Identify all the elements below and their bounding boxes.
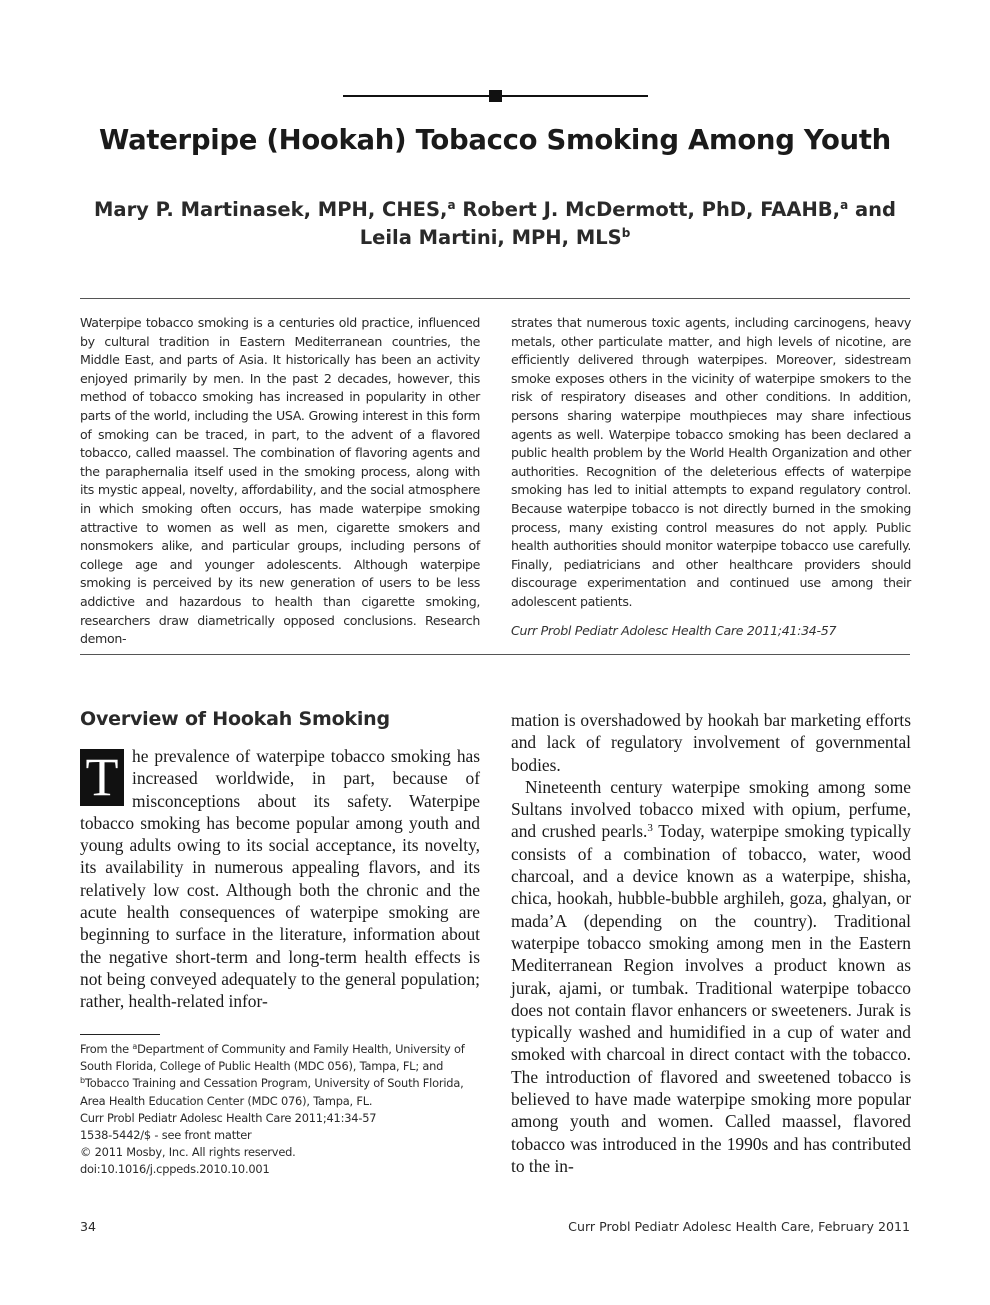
affiliation-prefix: From the xyxy=(80,1042,133,1056)
abstract-column-1: Waterpipe tobacco smoking is a centuries old practice, influenced by cultural tradition in Eastern Mediterranean countries, the Middle East, and parts of Asia. It historically has been an activity enjoyed primarily by men. In the past 2 decades, however, this method of tobacco smoking has increased in popularity in other parts of the world, including the USA. Growing interest in this form of smoking can be traced, in part, to the advent of a flavored tobacco, called maassel. The combination of flavoring agents and the paraphernalia itself used in the smoking process, along with its mystic appeal, novelty, affordability, and the social atmosphere in which smoking often occurs, has made waterpipe smoking attractive to women as well as men, cigarette smokers and nonsmokers alike, and particular groups, including persons of college age and younger adolescents. Although waterpipe smoking is perceived by its new generation of users to be less addictive and hazardous to health than cigarette smoking, researchers draw diametrically opposed conclusions. Research demon- xyxy=(80,315,480,647)
abstract-bottom-rule xyxy=(80,654,910,655)
author-2: Robert J. McDermott, PhD, FAAHB, xyxy=(462,198,841,221)
footnote-doi[interactable]: doi:10.1016/j.cppeds.2010.10.001 xyxy=(80,1162,270,1177)
body-paragraph-2-start: Nineteenth century waterpipe smoking among some Sultans involved tobacco mixed with opium, perfume, and crushed pearls. xyxy=(511,776,911,842)
footnote-citation: Curr Probl Pediatr Adolesc Health Care 2011;41:34-57 xyxy=(80,1110,377,1125)
author-2-affiliation: a xyxy=(840,198,849,212)
body-column-left xyxy=(80,745,480,1013)
abstract-top-rule xyxy=(80,298,910,299)
footnote-rule xyxy=(80,1034,160,1035)
article-title: Waterpipe (Hookah) Tobacco Smoking Among Youth xyxy=(99,124,891,156)
footnote-copyright: © 2011 Mosby, Inc. All rights reserved. xyxy=(80,1145,296,1160)
abstract-citation: Curr Probl Pediatr Adolesc Health Care 2011;41:34-57 xyxy=(511,623,837,638)
body-paragraph-1: he prevalence of waterpipe tobacco smoking has increased worldwide, in part, because of misconceptions about its safety. Waterpipe tobacco smoking has become popular among youth and young adults owing to its social acceptance, its novelty, its availability in numerous appealing flavors, and its relatively low cost. Although both the chronic and the acute health consequences of waterpipe smoking are beginning to surface in the literature, information about the negative short-term and long-term health effects is not being conveyed adequately to the general population; rather, health-related infor- xyxy=(80,746,480,1012)
author-connector: and xyxy=(855,198,896,221)
footnote-issn: 1538-5442/$ - see front matter xyxy=(80,1128,252,1143)
section-heading: Overview of Hookah Smoking xyxy=(80,708,390,730)
author-3-affiliation: b xyxy=(621,226,631,240)
author-1-affiliation: a xyxy=(447,198,456,212)
ornament-line-right xyxy=(502,95,648,97)
affiliation-b: Tobacco Training and Cessation Program, University of South Florida, Area Health Education Center (MDC 076), Tampa, FL. xyxy=(80,1076,464,1108)
footnote-block xyxy=(80,1041,480,1179)
affiliation-a: Department of Community and Family Health, University of South Florida, College of Public Health (MDC 056), Tampa, FL; and xyxy=(80,1042,465,1074)
body-paragraph-continued: mation is overshadowed by hookah bar marketing efforts and lack of regulatory involvement of governmental bodies. xyxy=(511,710,911,775)
abstract-column-2: strates that numerous toxic agents, including carcinogens, heavy metals, other particulate matter, and high levels of nicotine, are efficiently delivered through waterpipes. Moreover, sidestream smoke exposes others in the vicinity of waterpipe smokers to the risk of respiratory diseases and other conditions. In addition, persons sharing waterpipe mouthpieces may share infectious agents as well. Waterpipe tobacco smoking has been declared a public health problem by the World Health Organization and other authorities. Recognition of the deleterious effects of waterpipe smoking has led to initial attempts to expand regulatory control. Because waterpipe tobacco is not directly burned in the smoking process, many existing control measures do not apply. Public health authorities should monitor waterpipe tobacco use carefully. Finally, pediatricians and other healthcare providers should discourage experimentation and continued use among their adolescent patients. xyxy=(511,315,911,609)
affiliation-b-marker: b xyxy=(80,1076,85,1086)
ornament-line-left xyxy=(343,95,489,97)
page-number: 34 xyxy=(80,1219,97,1234)
author-1: Mary P. Martinasek, MPH, CHES, xyxy=(94,198,448,221)
author-3: Leila Martini, MPH, MLS xyxy=(359,226,622,249)
body-paragraph-2-rest: Today, waterpipe smoking typically consists of a combination of tobacco, water, wood charcoal, and a device known as a waterpipe, shisha, chica, hookah, hubble-bubble arghileh, goza, ghalyan, or mada’A (depending on the country). Traditional waterpipe tobacco smoking among men in the Eastern Mediterranean Region involves a product known as jurak, ajami, or tumbak. Traditional waterpipe tobacco does not contain flavor enhancers or sweeteners. Jurak is typically washed and humidified in a cup of water and smoked with charcoal in direct contact with the tobacco. The introduction of flavored and sweetened tobacco is believed to have made waterpipe smoking more popular among youth and women. Called maassel, flavored tobacco was introduced in the 1990s and has contributed to the in- xyxy=(511,821,912,1176)
title-ornament xyxy=(343,90,648,102)
reference-3[interactable]: 3 xyxy=(647,822,653,835)
affiliation-a-marker: a xyxy=(132,1042,138,1051)
author-list xyxy=(80,196,910,252)
running-footer: Curr Probl Pediatr Adolesc Health Care, February 2011 xyxy=(568,1219,910,1234)
drop-cap: T xyxy=(80,749,124,806)
affiliations xyxy=(80,1041,480,1110)
body-paragraph-2 xyxy=(511,776,911,1177)
ornament-square-icon xyxy=(489,90,502,102)
body-column-right xyxy=(511,709,911,1177)
